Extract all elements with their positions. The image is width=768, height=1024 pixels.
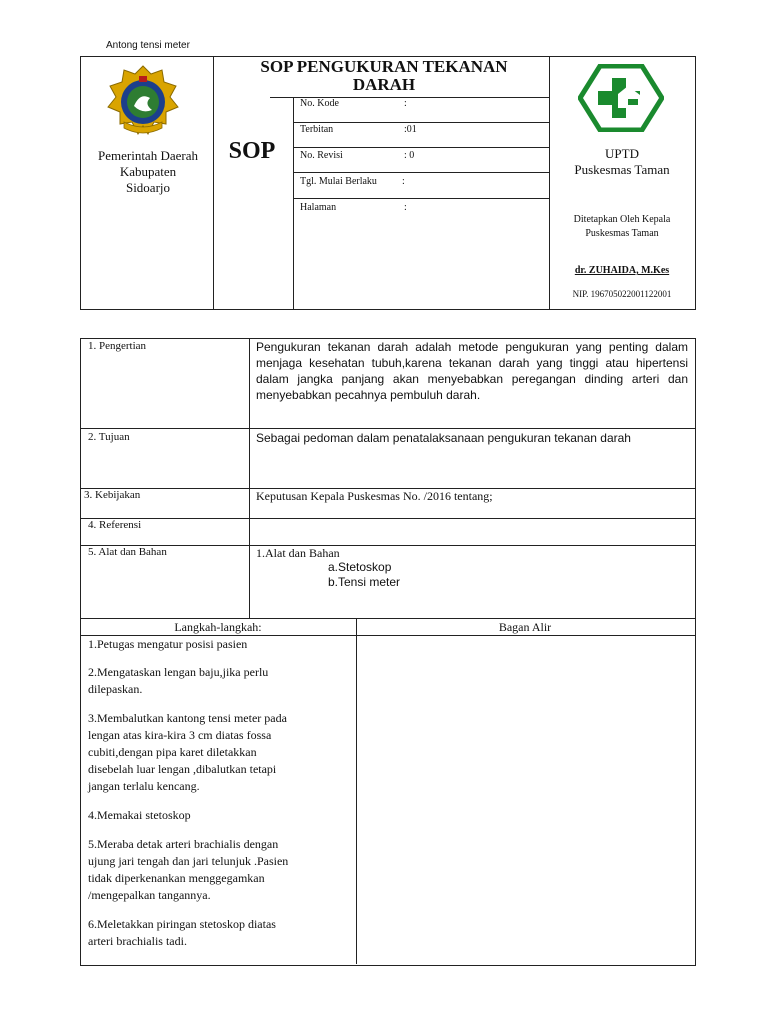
gov-line: Kabupaten xyxy=(119,164,177,179)
row-label: 2. Tujuan xyxy=(88,431,130,443)
step-line: dilepaskan. xyxy=(88,682,143,696)
ditetapkan-line: Ditetapkan Oleh Kepala xyxy=(573,214,671,225)
step-item xyxy=(88,807,352,824)
row-label: 4. Referensi xyxy=(88,519,142,531)
row-text: a.Stetoskop xyxy=(328,560,392,574)
step-line: 2.Mengataskan lengan baju,jika perlu xyxy=(88,665,269,679)
divider xyxy=(293,198,550,199)
step-line: 4.Memakai stetoskop xyxy=(88,808,191,822)
step-item xyxy=(88,664,352,698)
step-item xyxy=(88,836,352,904)
divider xyxy=(80,545,695,546)
top-note: Antong tensi meter xyxy=(106,40,190,51)
sop-label: SOP xyxy=(228,138,276,164)
divider xyxy=(356,618,357,964)
step-line: 1.Petugas mengatur posisi pasien xyxy=(88,637,248,651)
puskesmas-logo-icon xyxy=(578,64,664,132)
title-line: SOP PENGUKURAN TEKANAN xyxy=(260,57,508,76)
step-line: disebelah luar lengan ,dibalutkan tetapi xyxy=(88,762,277,776)
step-line: 3.Membalutkan kantong tensi meter pada xyxy=(88,711,287,725)
meta-value: : 0 xyxy=(404,150,415,161)
row-label: 1. Pengertian xyxy=(88,340,147,352)
step-line: cubiti,dengan pipa karet diletakkan xyxy=(88,745,257,759)
divider xyxy=(293,172,550,173)
title-line: DARAH xyxy=(352,75,416,94)
step-item xyxy=(88,710,352,795)
divider xyxy=(80,518,695,519)
uptd-line: UPTD xyxy=(605,146,639,161)
gov-line: Pemerintah Daerah xyxy=(98,148,198,163)
meta-label: No. Kode xyxy=(300,98,339,109)
meta-value: : xyxy=(404,98,407,109)
gov-line: Sidoarjo xyxy=(125,180,171,195)
flow-header: Bagan Alir xyxy=(498,620,552,634)
divider xyxy=(80,618,695,619)
step-line: jangan terlalu kencang. xyxy=(88,779,200,793)
meta-label: No. Revisi xyxy=(300,150,343,161)
meta-value: : xyxy=(404,202,407,213)
uptd-line: Puskesmas Taman xyxy=(574,162,670,177)
step-line: /mengepalkan tangannya. xyxy=(88,888,211,902)
divider xyxy=(293,122,550,123)
meta-label: Terbitan xyxy=(300,124,334,135)
step-line: 6.Meletakkan piringan stetoskop diatas xyxy=(88,917,276,931)
row-text: b.Tensi meter xyxy=(328,575,401,589)
step-item xyxy=(88,916,352,950)
government-name xyxy=(82,148,214,196)
step-line: 5.Meraba detak arteri brachialis dengan xyxy=(88,837,279,851)
row-text: Sebagai pedoman dalam penatalaksanaan pengukuran tekanan darah xyxy=(256,431,631,445)
step-line: arteri brachialis tadi. xyxy=(88,934,187,948)
uptd-name xyxy=(550,146,694,178)
divider xyxy=(249,338,250,618)
ditetapkan-note xyxy=(550,213,694,241)
signatory-nip: NIP. 196705022001122001 xyxy=(572,289,672,299)
row-label: 3. Kebijakan xyxy=(84,489,141,501)
meta-label: Tgl. Mulai Berlaku xyxy=(300,176,377,187)
row-label: 5. Alat dan Bahan xyxy=(88,546,167,558)
row-text: Pengukuran tekanan darah adalah metode pengukuran yang penting dalam menjaga kesehatan tubuh,karena tekanan darah yang tinggi atau hipertensi dalam jangka panjang akan menyebabkan peregangan dinding arteri dan menyebabkan pecahnya pembuluh darah. xyxy=(256,340,688,402)
meta-label: Halaman xyxy=(300,202,337,213)
step-line: ujung jari tengah dan jari telunjuk .Pasien xyxy=(88,854,289,868)
page-title xyxy=(220,58,548,94)
divider xyxy=(293,147,550,148)
step-line: tidak diperkenankan menggegamkan xyxy=(88,871,265,885)
signatory-name: dr. ZUHAIDA, M.Kes xyxy=(574,265,670,276)
row-text: 1.Alat dan Bahan xyxy=(256,546,340,560)
row-text: Keputusan Kepala Puskesmas No. /2016 tentang; xyxy=(256,489,493,503)
meta-value: :01 xyxy=(404,124,417,135)
divider xyxy=(80,428,695,429)
sidoarjo-emblem-icon xyxy=(104,62,182,140)
meta-value: : xyxy=(402,176,405,187)
step-line: lengan atas kira-kira 3 cm diatas fossa xyxy=(88,728,272,742)
steps-header: Langkah-langkah: xyxy=(174,620,262,634)
step-item xyxy=(88,636,352,653)
divider xyxy=(293,97,294,309)
ditetapkan-line: Puskesmas Taman xyxy=(585,228,659,239)
